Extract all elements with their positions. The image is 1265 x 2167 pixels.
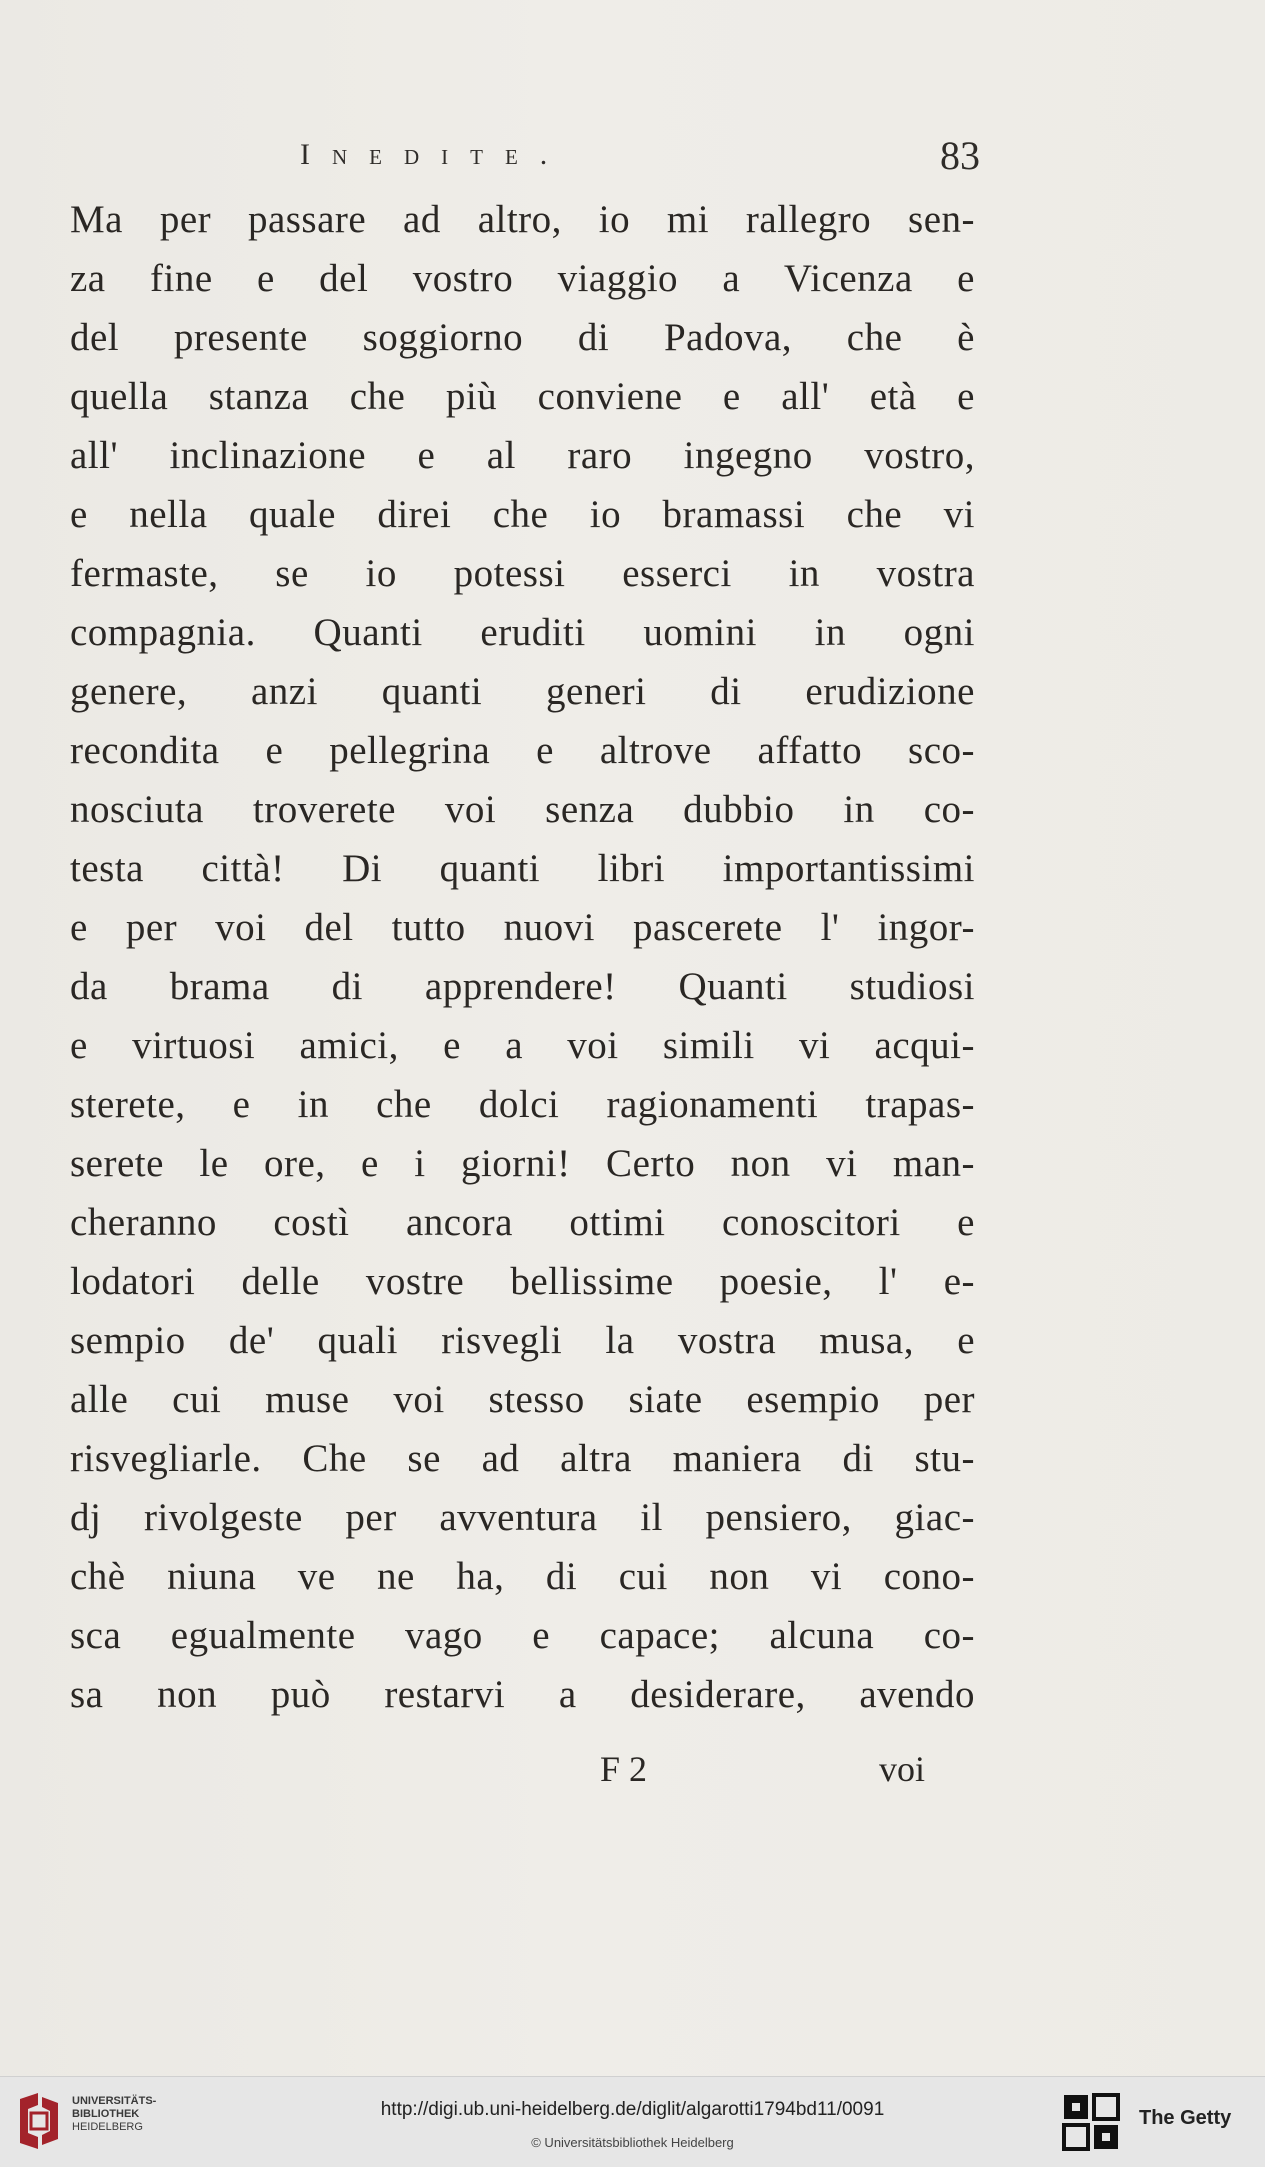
copyright-notice: © Universitätsbibliothek Heidelberg — [531, 2135, 734, 2150]
permalink-url[interactable]: http://digi.ub.uni-heidelberg.de/diglit/algarotti1794bd11/0091 — [380, 2099, 885, 2120]
text-line: Ma per passare ad altro, io mi rallegro sen- — [70, 198, 975, 241]
text-line: sca egualmente vago e capace; alcuna co- — [70, 1614, 975, 1657]
catchword: voi — [878, 1749, 925, 1789]
text-line: compagnia. Quanti eruditi uomini in ogni — [70, 611, 975, 654]
text-line: sa non può restarvi a desiderare, avendo — [70, 1673, 975, 1716]
text-line: nosciuta troverete voi senza dubbio in co- — [70, 788, 975, 831]
text-line: fermaste, se io potessi esserci in vostra — [70, 552, 975, 595]
text-line: sempio de' quali risvegli la vostra musa, e — [70, 1319, 975, 1362]
text-line: recondita e pellegrina e altrove affatto sco- — [70, 729, 975, 772]
text-line: all' inclinazione e al raro ingegno vostro, — [70, 434, 975, 477]
partner-name: The Getty — [1139, 2107, 1232, 2129]
text-line: za fine e del vostro viaggio a Vicenza e — [70, 257, 975, 300]
page-number: 83 — [940, 133, 980, 178]
text-line: e nella quale direi che io bramassi che vi — [70, 493, 975, 536]
institution-line-3: HEIDELBERG — [72, 2121, 143, 2133]
text-line: sterete, e in che dolci ragionamenti trapas- — [70, 1083, 975, 1126]
text-line: chè niuna ve ne ha, di cui non vi cono- — [70, 1555, 975, 1598]
body-text — [70, 190, 975, 1724]
text-line: da brama di apprendere! Quanti studiosi — [70, 965, 975, 1008]
catchline — [70, 1748, 975, 1798]
text-line: risvegliarle. Che se ad altra maniera di stu- — [70, 1437, 975, 1480]
signature-mark: F 2 — [600, 1749, 648, 1789]
text-line: quella stanza che più conviene e all' età e — [70, 375, 975, 418]
institution-line-2: BIBLIOTHEK — [72, 2108, 140, 2120]
running-head — [300, 132, 980, 182]
running-title: Inedite. — [300, 138, 570, 171]
text-line: e virtuosi amici, e a voi simili vi acqui- — [70, 1024, 975, 1067]
text-line: testa città! Di quanti libri importantissimi — [70, 847, 975, 890]
text-line: lodatori delle vostre bellissime poesie, l' e- — [70, 1260, 975, 1303]
text-line: alle cui muse voi stesso siate esempio per — [70, 1378, 975, 1421]
text-line: genere, anzi quanti generi di erudizione — [70, 670, 975, 713]
text-line: dj rivolgeste per avventura il pensiero, giac- — [70, 1496, 975, 1539]
text-line: serete le ore, e i giorni! Certo non vi man- — [70, 1142, 975, 1185]
institution-line-1: UNIVERSITÄTS- — [72, 2095, 157, 2107]
text-line: e per voi del tutto nuovi pascerete l' ingor- — [70, 906, 975, 949]
getty-logo-icon — [1062, 2093, 1120, 2153]
text-line: cheranno costì ancora ottimi conoscitori e — [70, 1201, 975, 1244]
text-line: del presente soggiorno di Padova, che è — [70, 316, 975, 359]
viewer-footer — [0, 2076, 1265, 2167]
